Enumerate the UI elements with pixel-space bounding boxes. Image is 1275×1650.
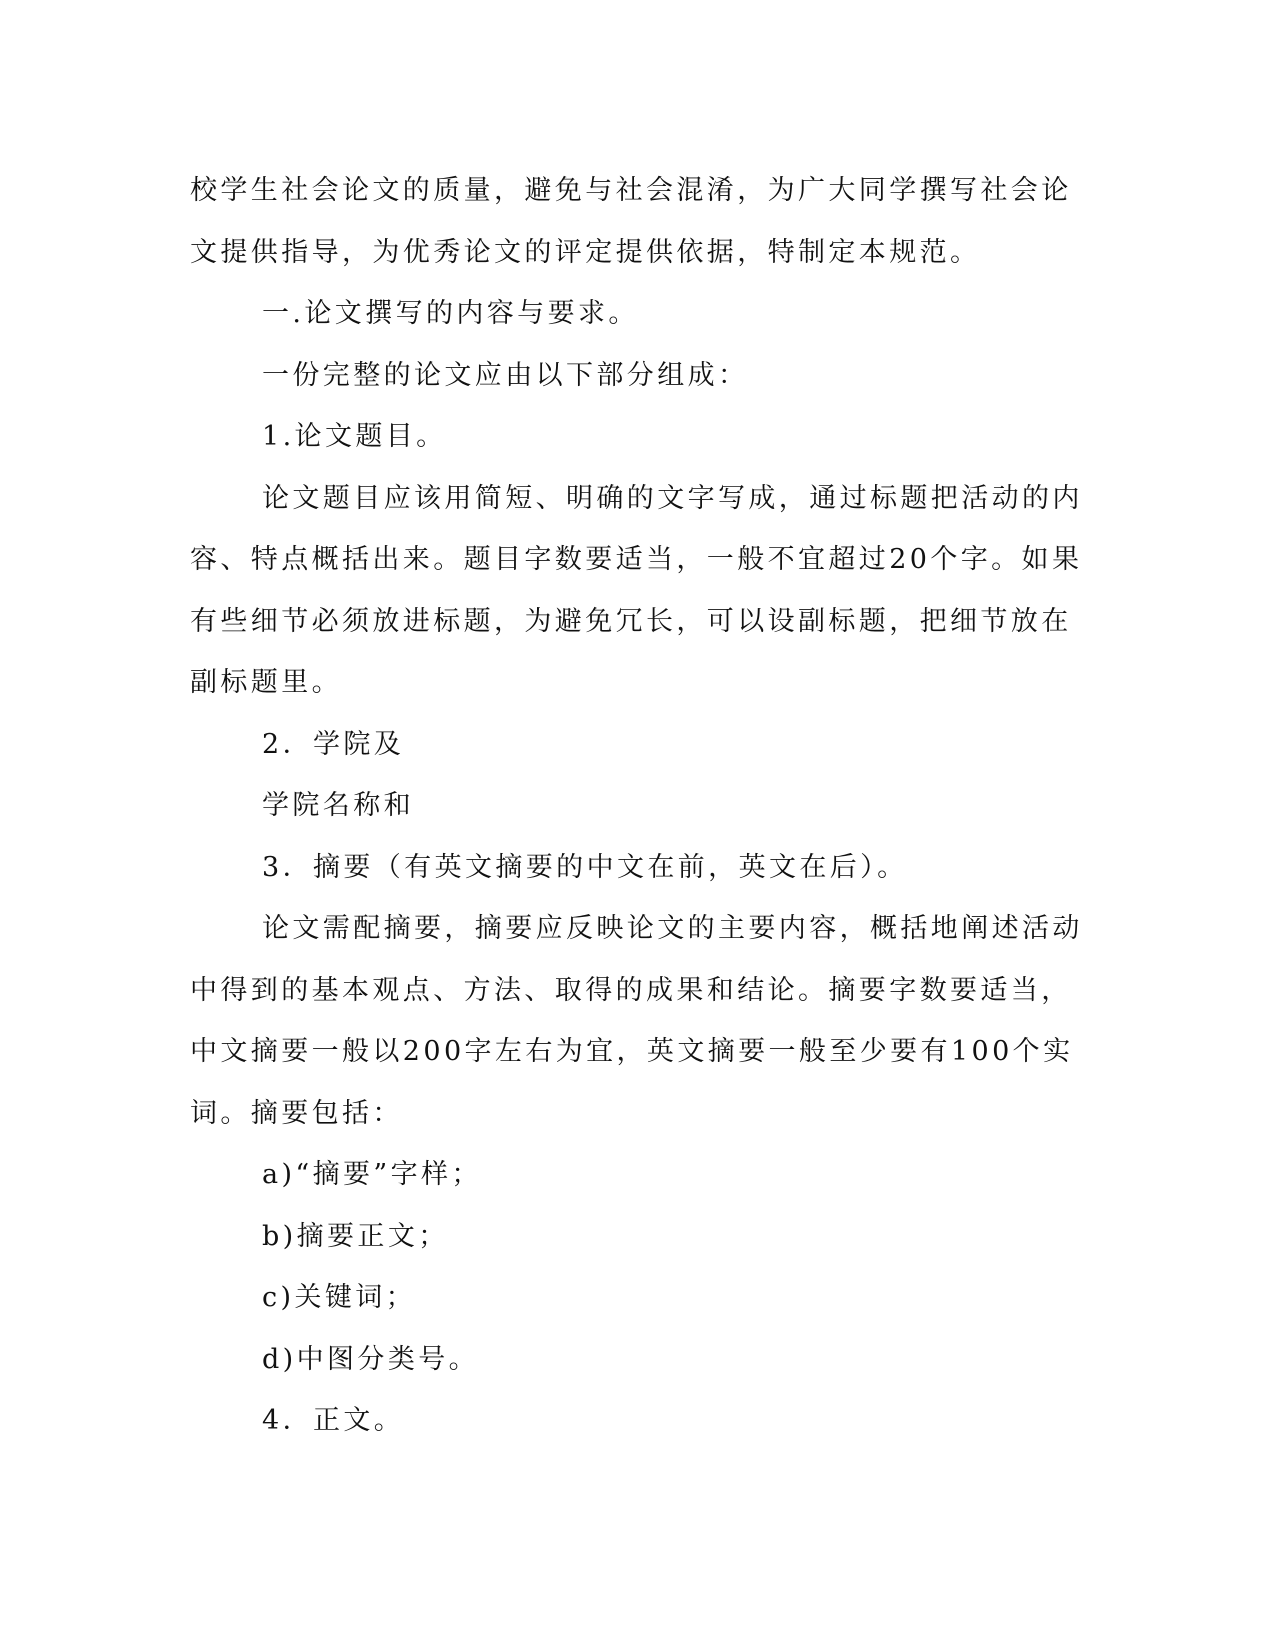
sub-item-a: a)“摘要”字样； bbox=[262, 1159, 482, 1190]
section-1-heading: 一.论文撰写的内容与要求。 bbox=[262, 298, 639, 329]
intro-continuation-paragraph: 校学生社会论文的质量，避免与社会混淆，为广大同学撰写社会论文提供指导，为优秀论文的评定提供依据，特制定本规范。 bbox=[190, 175, 1072, 268]
item-1-heading: 1.论文题目。 bbox=[262, 421, 447, 452]
item-2-heading: 2．学院及 bbox=[262, 728, 405, 760]
composition-intro-paragraph: 一份完整的论文应由以下部分组成： bbox=[262, 359, 749, 391]
sub-item-c: c)关键词； bbox=[262, 1282, 417, 1313]
item-3-heading: 3．摘要（有英文摘要的中文在前，英文在后）。 bbox=[262, 851, 908, 883]
item-4-heading: 4．正文。 bbox=[262, 1405, 405, 1436]
sub-item-b: b)摘要正文； bbox=[262, 1220, 449, 1252]
document-body bbox=[190, 160, 1090, 1452]
item-2-body-paragraph: 学院名称和 bbox=[262, 790, 414, 821]
item-3-body-paragraph: 论文需配摘要，摘要应反映论文的主要内容，概括地阐述活动中得到的基本观点、方法、取得的成果和结论。摘要字数要适当，中文摘要一般以200字左右为宜，英文摘要一般至少要有100个实词。摘要包括： bbox=[190, 913, 1083, 1129]
sub-item-d: d)中图分类号。 bbox=[262, 1343, 480, 1375]
item-1-body-paragraph: 论文题目应该用简短、明确的文字写成，通过标题把活动的内容、特点概括出来。题目字数要适当，一般不宜超过20个字。如果有些细节必须放进标题，为避免冗长，可以设副标题，把细节放在副标题里。 bbox=[190, 482, 1083, 698]
